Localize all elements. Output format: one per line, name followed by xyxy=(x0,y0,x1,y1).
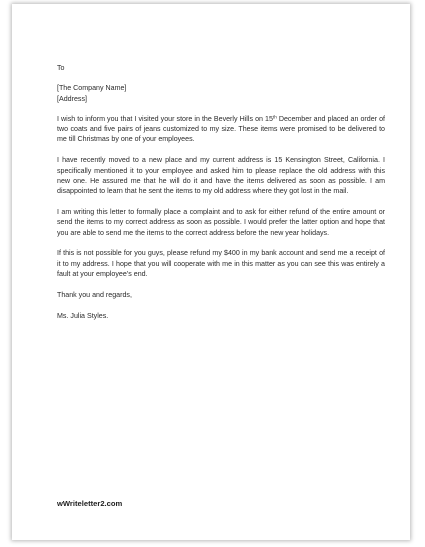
address-placeholder: [Address] xyxy=(57,94,87,103)
paragraph-4: If this is not possible for you guys, please refund my $400 in my bank account and send me a receipt of it to my address. I hope that you will cooperate with me in this matter as you can see this was entirely a fault at your employee’s end. xyxy=(57,249,385,278)
signature-name: Ms. Julia Styles. xyxy=(57,311,109,320)
company-name-placeholder: [The Company Name] xyxy=(57,84,127,93)
paragraph-1-text-a: I wish to inform you that I visited your store in the Beverly Hills on 15 xyxy=(57,114,273,123)
site-watermark: wWriteletter2.com xyxy=(57,499,123,508)
closing-line: Thank you and regards, xyxy=(57,290,132,299)
paragraph-1 xyxy=(57,114,385,145)
letter-body xyxy=(57,63,385,321)
recipient-address-block xyxy=(57,83,385,104)
ordinal-suffix: th xyxy=(272,114,277,120)
letter-page xyxy=(12,4,410,540)
paragraph-1-text-b: December and placed an order of two coats and five pairs of jeans customized to my size. These items were promised to be delivered to me till Christmas by one of your employees. xyxy=(57,114,385,144)
paragraph-3: I am writing this letter to formally place a complaint and to ask for either refund of the entire amount or send the items to my correct address as soon as possible. I would prefer the latter option and hope that you are able to send me the items to the correct address before the new year holidays. xyxy=(57,207,385,237)
paragraph-2: I have recently moved to a new place and my current address is 15 Kensington Street, California. I specifically mentioned it to your employee and asked him to please replace the old address with this new one. He assured me that he will do it and have the items delivered as soon as possible. I am disappointed to learn that he sent the items to my old address where they got lost in the mail. xyxy=(57,156,385,196)
recipient-label: To xyxy=(57,64,65,72)
